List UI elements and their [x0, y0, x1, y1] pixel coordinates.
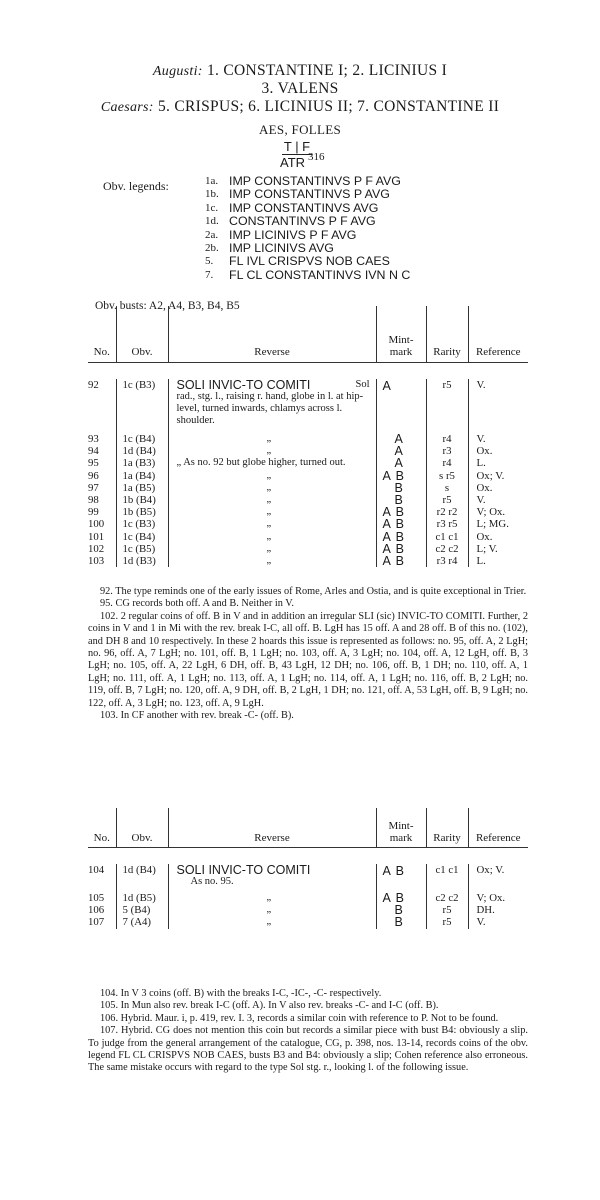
row-ref: L. [476, 555, 486, 568]
row-mint: B [376, 904, 426, 916]
legend-key: 1b. [205, 188, 219, 201]
row-obv: 5 (B4) [116, 904, 168, 916]
row-no: 104 [88, 864, 116, 892]
row-obv: 1d (B4) [116, 445, 168, 457]
row-mint: A [376, 433, 426, 445]
legend-item [205, 269, 410, 282]
caesars-line [0, 98, 600, 116]
row-no: 93 [88, 433, 116, 445]
row-ref: Ox. [476, 530, 493, 543]
row-rarity: r5 [426, 916, 468, 928]
legend-item [205, 175, 410, 188]
legend-key: 1c. [205, 201, 219, 214]
row-no: 102 [88, 543, 116, 555]
table-1-header [88, 306, 528, 363]
table-row [88, 916, 528, 928]
row-no: 105 [88, 892, 116, 904]
legend-text: IMP LICINIVS P F AVG [229, 227, 357, 242]
row-rev: „ [168, 518, 376, 530]
row-ref: Ox. [476, 445, 493, 458]
col-obv: Obv. [116, 808, 168, 848]
row-no: 97 [88, 482, 116, 494]
legend-text: CONSTANTINVS P F AVG [229, 214, 376, 229]
augusti-line [0, 62, 600, 80]
table-row [88, 379, 528, 433]
row-no: 94 [88, 445, 116, 457]
legend-key: 2b. [205, 242, 219, 255]
row-ref: V. [476, 916, 486, 929]
note-paragraph: 103. In CF another with rev. break -C- (off. B). [100, 710, 294, 722]
row-mint: B [376, 916, 426, 928]
row-mint: A B [376, 864, 426, 892]
row-no: 98 [88, 494, 116, 506]
legend-key: 1a. [205, 175, 219, 187]
busts-line: Obv. busts: A2, A4, B3, B4, B5 [95, 300, 240, 312]
col-rarity: Rarity [426, 808, 468, 848]
row-ref: L; V. [476, 542, 498, 555]
row-ref: V. [476, 433, 486, 445]
row-obv: 1c (B4) [116, 433, 168, 445]
notes-block-2 [88, 988, 528, 1075]
row-rev: „ [168, 506, 376, 518]
col-mint-2: mark [389, 832, 413, 844]
rev-legend: SOLI INVIC-TO COMITI [176, 378, 311, 392]
table-row [88, 904, 528, 916]
row-rarity: r3 [426, 445, 468, 457]
row-rarity: c1 c1 [426, 864, 468, 892]
issue-year: 316 [308, 151, 325, 163]
row-rev: „ [168, 916, 376, 928]
row-no: 99 [88, 506, 116, 518]
col-no: No. [88, 306, 116, 363]
row-rarity: c2 c2 [426, 892, 468, 904]
legend-item [205, 188, 410, 201]
table-row [88, 506, 528, 518]
augusti-label: Augusti: [152, 64, 203, 79]
row-rev: „ [168, 470, 376, 482]
row-obv: 1c (B4) [116, 531, 168, 543]
row-obv: 1b (B4) [116, 494, 168, 506]
legend-key: 2a. [205, 228, 219, 241]
row-mint: A B [376, 506, 426, 518]
col-mint [376, 306, 426, 363]
col-obv: Obv. [116, 306, 168, 363]
row-rev: „ [168, 555, 376, 567]
augusti-line-2: 3. VALENS [261, 80, 339, 97]
row-rarity: s r5 [426, 470, 468, 482]
row-no: 100 [88, 518, 116, 530]
table-row [88, 531, 528, 543]
legend-text: IMP CONSTANTINVS P AVG [229, 187, 390, 202]
legends-list [205, 175, 410, 282]
row-obv: 1d (B3) [116, 555, 168, 567]
legend-item [205, 202, 410, 215]
row-rarity: c2 c2 [426, 543, 468, 555]
row-obv: 1a (B5) [116, 482, 168, 494]
augusti-names: 1. CONSTANTINE I; 2. LICINIUS I [206, 62, 448, 79]
row-rev: „ [168, 904, 376, 916]
caesars-label: Caesars: [100, 100, 154, 115]
col-mint [376, 808, 426, 848]
row-obv: 1c (B5) [116, 543, 168, 555]
row-mint: A [376, 445, 426, 457]
row-mint: B [376, 482, 426, 494]
row-rev: „ [168, 892, 376, 904]
row-rev [168, 864, 376, 892]
row-rev: „ [168, 433, 376, 445]
legend-key: 7. [205, 268, 214, 281]
row-obv: 1c (B3) [116, 379, 168, 433]
row-rarity: r5 [426, 494, 468, 506]
row-rev: „ [168, 543, 376, 555]
col-rarity: Rarity [426, 306, 468, 363]
row-obv: 1a (B3) [116, 457, 168, 469]
legend-text: IMP CONSTANTINVS P F AVG [229, 174, 401, 188]
row-mint: B [376, 494, 426, 506]
col-rev: Reverse [168, 306, 376, 363]
row-no: 107 [88, 916, 116, 928]
legend-text: FL CL CONSTANTINVS IVN N C [229, 267, 411, 282]
row-mint: A B [376, 892, 426, 904]
col-mint-1: Mint- [388, 334, 414, 346]
row-rev: „ [168, 494, 376, 506]
table-row [88, 494, 528, 506]
note-paragraph: 107. Hybrid. CG does not mention this coin but records a similar piece with bust B4: obviously a slip. To judge from the general arrangement of the catalogue, CG, p. 398, nos. 13-14, records coins of the obv. legend FL CL CRISPVS NOB CAES, busts B3 and B4: obviously a slip; Cohen reference also erroneous. The same mistake occurs with regard to the type Sol stg. r., looking l. of the following issue. [88, 1025, 528, 1074]
row-mint: A B [376, 470, 426, 482]
legend-text: IMP CONSTANTINVS AVG [229, 200, 379, 215]
row-no: 96 [88, 470, 116, 482]
legend-item [205, 255, 410, 268]
table-row [88, 433, 528, 445]
row-ref: V. [476, 494, 486, 507]
row-ref: V; Ox. [476, 506, 506, 519]
mintmark-block [280, 139, 360, 170]
legend-key: 5. [205, 255, 214, 268]
legend-key: 1d. [205, 215, 219, 228]
row-ref: V; Ox. [476, 892, 506, 904]
row-no: 106 [88, 904, 116, 916]
row-rarity: r3 r5 [426, 518, 468, 530]
col-ref: Reference [475, 346, 521, 358]
row-ref: Ox; V. [476, 469, 505, 482]
mintmark-top: T | F [283, 139, 311, 154]
rev-legend: SOLI INVIC-TO COMITI [176, 863, 311, 877]
row-mint: A B [376, 531, 426, 543]
note-paragraph: 102. 2 regular coins of off. B in V and in addition an irregular SLI (sic) INVIC-TO COMITI. Further, 2 coins in V and 1 in Mi with the rev. break I-C, all off. B. LgH has 15 off. A and 28 off. B of this no. (102), and DH 8 and 10 respectively. In these 2 hoards this issue is represented as follows: no. 95, off. A, 2 LgH; no. 96, off. A, 7 LgH; no. 101, off. B, 1 LgH; no. 103, off. A, 3 LgH; no. 104, off. A, 12 LgH, off. B, 3 LgH; no. 105, off. A, 22 LgH, 6 DH, off. B, 43 LgH, 12 DH; no. 106, off. B, 1 DH; no. 110, off. A, 1 LgH; no. 111, off. A, 1 LgH; no. 113, off. A, 1 LgH; no. 114, off. A, 1 LgH; no. 116, off. B, 2 LgH; no. 119, off. B, 7 LgH; no. 120, off. A, 9 DH, off. B, 2 LgH, 1 DH; no. 121, off. A, 53 LgH, off. B, 9 LgH; no. 122, off. A, 3 LgH; no. 123, off. A, 9 LgH. [88, 610, 528, 709]
row-obv: 1b (B5) [116, 506, 168, 518]
row-mint: A [376, 379, 426, 433]
row-rarity: r4 [426, 457, 468, 469]
row-no: 95 [88, 457, 116, 469]
legend-text: IMP LICINIVS AVG [229, 241, 334, 256]
row-rarity: r5 [426, 379, 468, 433]
table-row [88, 864, 528, 892]
table-row [88, 457, 528, 469]
table-row [88, 482, 528, 494]
row-rev [168, 379, 376, 433]
row-ref: L. [476, 457, 486, 470]
row-ref: L; MG. [476, 518, 509, 531]
row-ref: DH. [476, 904, 495, 917]
row-mint: A B [376, 518, 426, 530]
row-rev: „ [168, 445, 376, 457]
note-paragraph: 106. Hybrid. Maur. i, p. 419, rev. I. 3, records a similar coin with reference to P. Not to be found. [100, 1012, 499, 1024]
col-rev: Reverse [168, 808, 376, 848]
row-rarity: r4 [426, 433, 468, 445]
row-rev: „ [168, 531, 376, 543]
table-row [88, 518, 528, 530]
note-paragraph: 92. The type reminds one of the early issues of Rome, Arles and Ostia, and is quite exceptional in Trier. [100, 586, 527, 597]
mintmark-bottom: ATR [280, 155, 306, 170]
legend-item [205, 215, 410, 228]
catalogue-table-1 [88, 306, 528, 567]
col-mint-1: Mint- [388, 820, 414, 832]
denomination: AES, FOLLES [258, 122, 342, 137]
row-no: 103 [88, 555, 116, 567]
table-row [88, 543, 528, 555]
legends-label: Obv. legends: [103, 179, 169, 193]
row-rev: „ [168, 482, 376, 494]
row-ref: Ox. [476, 481, 493, 494]
note-paragraph: 104. In V 3 coins (off. B) with the breaks I-C, -IC-, -C- respectively. [100, 988, 382, 999]
rev-description: As no. 95. [190, 876, 234, 887]
row-rarity: c1 c1 [426, 531, 468, 543]
table-2-header [88, 808, 528, 848]
row-rarity: r5 [426, 904, 468, 916]
col-ref: Reference [475, 832, 521, 844]
table-row [88, 555, 528, 567]
row-ref: V. [476, 379, 486, 391]
row-rev: „ As no. 92 but globe higher, turned out. [168, 457, 376, 469]
rev-tail: Sol [355, 379, 370, 390]
row-obv: 7 (A4) [116, 916, 168, 928]
row-obv: 1c (B3) [116, 518, 168, 530]
notes-block-1 [88, 586, 528, 722]
note-paragraph: 105. In Mun also rev. break I-C (off. A). In V also rev. breaks -C- and I-C (off. B). [100, 1000, 439, 1012]
row-no: 92 [88, 379, 116, 433]
catalogue-table-2 [88, 808, 528, 929]
row-ref: Ox; V. [476, 864, 505, 876]
row-obv: 1d (B4) [116, 864, 168, 892]
col-mint-2: mark [389, 346, 413, 358]
legend-text: FL IVL CRISPVS NOB CAES [229, 254, 390, 269]
row-mint: A B [376, 543, 426, 555]
note-paragraph: 95. CG records both off. A and B. Neither in V. [100, 598, 294, 610]
table-row [88, 892, 528, 904]
table-row [88, 445, 528, 457]
table-row [88, 470, 528, 482]
row-mint: A B [376, 555, 426, 567]
legend-item [205, 229, 410, 242]
row-rarity: r3 r4 [426, 555, 468, 567]
row-rarity: r2 r2 [426, 506, 468, 518]
row-obv: 1d (B5) [116, 892, 168, 904]
rev-description: rad., stg. l., raising r. hand, globe in l. at hip-level, turned inwards, chlamys across l. shoulder. [176, 391, 364, 426]
col-no: No. [88, 808, 116, 848]
caesars-names: 5. CRISPUS; 6. LICINIUS II; 7. CONSTANTINE II [157, 98, 500, 115]
row-mint: A [376, 457, 426, 469]
row-rarity: s [426, 482, 468, 494]
legend-item [205, 242, 410, 255]
row-obv: 1a (B4) [116, 470, 168, 482]
row-no: 101 [88, 531, 116, 543]
